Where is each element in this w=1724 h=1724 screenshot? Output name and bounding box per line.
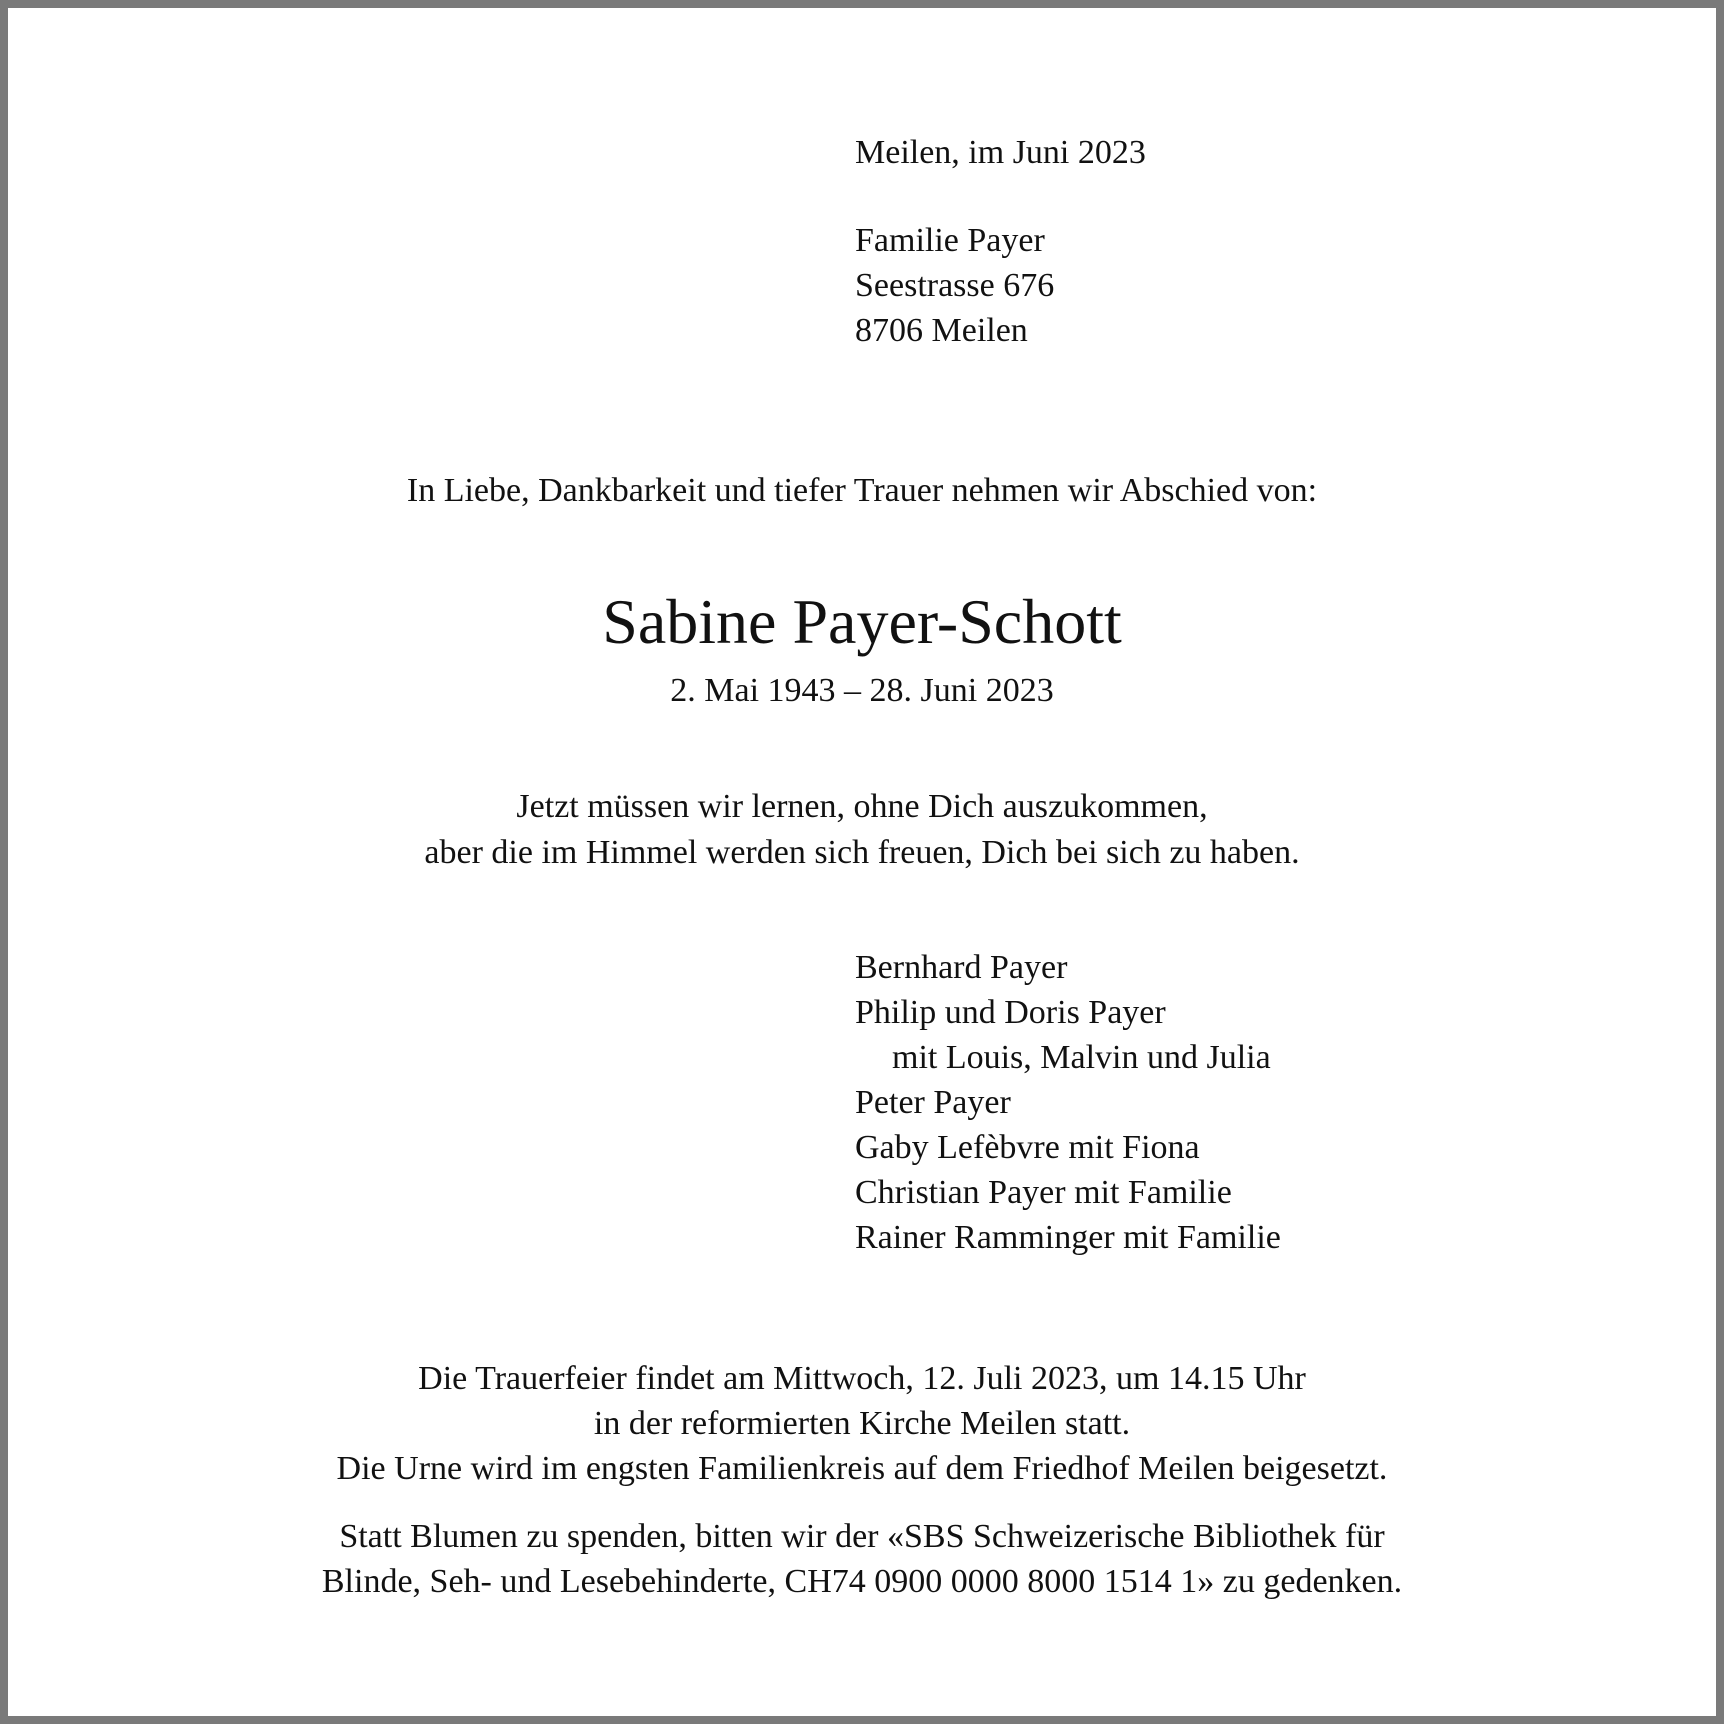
intro-text: In Liebe, Dankbarkeit und tiefer Trauer nehmen wir Abschied von: — [406, 472, 1318, 509]
service-line-3: Die Urne wird im engsten Familienkreis auf dem Friedhof Meilen beigesetzt. — [336, 1450, 1388, 1487]
mourner-item-indented: mit Louis, Malvin und Julia — [892, 1039, 1271, 1076]
service-line-1: Die Trauerfeier findet am Mittwoch, 12. Juli 2023, um 14.15 Uhr — [418, 1360, 1306, 1397]
mourner-item: Philip und Doris Payer — [855, 994, 1166, 1031]
life-dates: 2. Mai 1943 – 28. Juni 2023 — [670, 672, 1054, 709]
mourner-item: Rainer Ramminger mit Familie — [855, 1219, 1281, 1256]
service-line-2: in der reformierten Kirche Meilen statt. — [593, 1405, 1131, 1442]
donation-line-1: Statt Blumen zu spenden, bitten wir der «SBS Schweizerische Bibliothek für — [339, 1518, 1385, 1555]
quote-line-1: Jetzt müssen wir lernen, ohne Dich auszukommen, — [516, 788, 1208, 825]
quote-line-2: aber die im Himmel werden sich freuen, Dich bei sich zu haben. — [424, 834, 1300, 871]
place-date: Meilen, im Juni 2023 — [855, 134, 1146, 171]
deceased-name: Sabine Payer-Schott — [602, 586, 1122, 657]
donation-line-2: Blinde, Seh- und Lesebehinderte, CH74 0900 0000 8000 1514 1» zu gedenken. — [321, 1563, 1403, 1600]
address-line-street: Seestrasse 676 — [855, 267, 1055, 304]
mourner-item: Peter Payer — [855, 1084, 1011, 1121]
mourner-item: Christian Payer mit Familie — [855, 1174, 1232, 1211]
mourner-item: Gaby Lefèbvre mit Fiona — [855, 1129, 1200, 1166]
address-line-city: 8706 Meilen — [855, 312, 1028, 349]
address-line-family: Familie Payer — [855, 222, 1045, 259]
mourner-item: Bernhard Payer — [855, 949, 1068, 986]
